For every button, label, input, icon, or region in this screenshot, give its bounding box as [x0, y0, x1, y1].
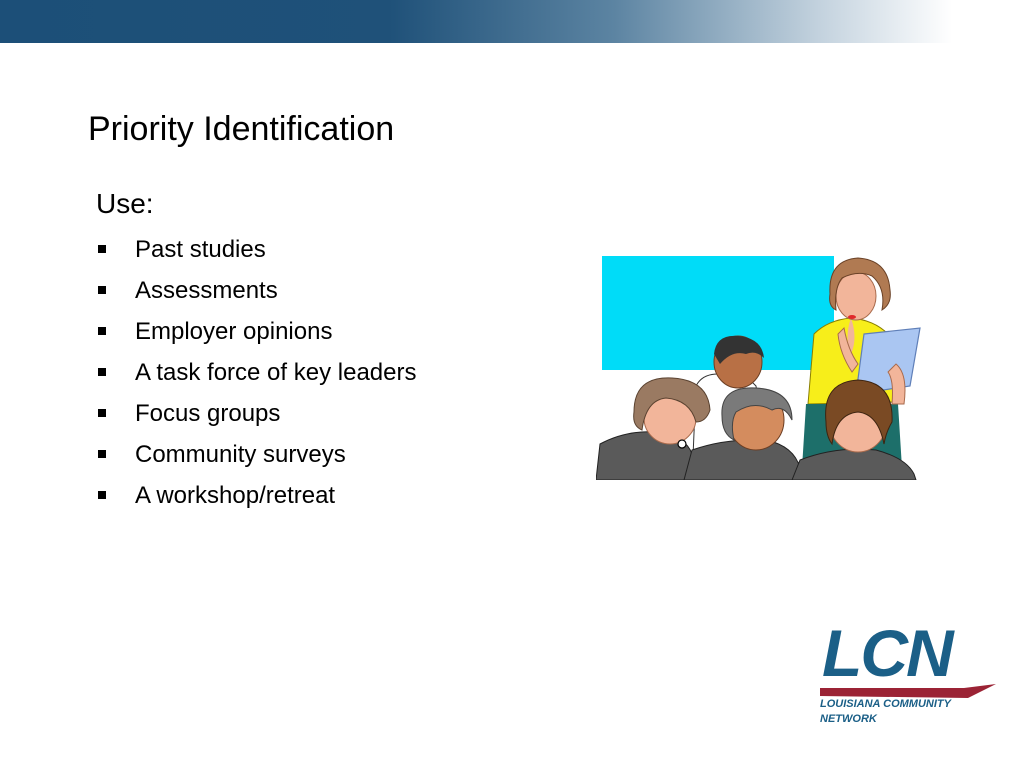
- bullet-item: [96, 438, 416, 479]
- bullet-square-icon: [98, 491, 106, 499]
- bullet-square-icon: [98, 368, 106, 376]
- bullet-item: [96, 274, 416, 315]
- header-bar: [0, 0, 1024, 43]
- slide-title: Priority Identification: [88, 110, 395, 148]
- bullet-item: [96, 356, 416, 397]
- bullet-item: [96, 397, 416, 438]
- bullet-square-icon: [98, 409, 106, 417]
- bullet-item: [96, 479, 416, 520]
- bullet-text: Community surveys: [135, 441, 346, 468]
- bullet-square-icon: [98, 450, 106, 458]
- meeting-presentation-clipart: [596, 254, 922, 480]
- bullet-text: A workshop/retreat: [135, 482, 336, 509]
- bullet-text: A task force of key leaders: [135, 359, 417, 386]
- bullet-text: Employer opinions: [135, 318, 333, 345]
- logo-line-1: LOUISIANA COMMUNITY: [820, 698, 951, 710]
- bullet-list: [96, 233, 416, 520]
- intro-label: Use:: [96, 188, 154, 219]
- lcn-logo: [818, 616, 996, 730]
- logo-wordmark: LCN: [822, 616, 952, 690]
- bullet-square-icon: [98, 286, 106, 294]
- logo-line-2: NETWORK: [820, 713, 877, 725]
- bullet-square-icon: [98, 327, 106, 335]
- bullet-square-icon: [98, 245, 106, 253]
- bullet-text: Assessments: [135, 277, 278, 304]
- bullet-item: [96, 315, 416, 356]
- bullet-text: Focus groups: [135, 400, 281, 427]
- bullet-text: Past studies: [135, 236, 266, 263]
- bullet-item: [96, 233, 416, 274]
